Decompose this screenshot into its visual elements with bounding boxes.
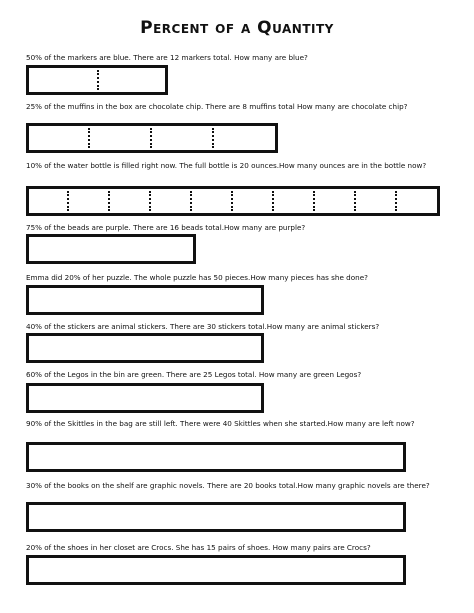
box-divider [231, 191, 233, 211]
worksheet-title: Percent of a Quantity [140, 18, 334, 38]
question-10-text: 20% of the shoes in her closet are Crocs. She has 15 pairs of shoes. How many pairs are Crocs? [26, 543, 371, 552]
box-divider [272, 191, 274, 211]
answer-box-10[interactable] [26, 555, 406, 585]
question-5-text: Emma did 20% of her puzzle. The whole puzzle has 50 pieces.How many pieces has she done? [26, 273, 368, 282]
answer-box-8[interactable] [26, 442, 406, 472]
question-8-text: 90% of the Skittles in the bag are still left. There were 40 Skittles when she started.How many are left now? [26, 419, 415, 428]
box-divider [97, 70, 99, 90]
question-9-text: 30% of the books on the shelf are graphic novels. There are 20 books total.How many graphic novels are there? [26, 481, 430, 490]
answer-box-7[interactable] [26, 383, 264, 413]
answer-box-1[interactable] [26, 65, 168, 95]
question-3-text: 10% of the water bottle is filled right now. The full bottle is 20 ounces.How many ounces are in the bottle now? [26, 161, 427, 170]
question-6-text: 40% of the stickers are animal stickers. There are 30 stickers total.How many are animal stickers? [26, 322, 380, 331]
box-divider [88, 128, 90, 148]
box-divider [212, 128, 214, 148]
box-divider [395, 191, 397, 211]
answer-box-9[interactable] [26, 502, 406, 532]
question-4-text: 75% of the beads are purple. There are 16 beads total.How many are purple? [26, 223, 306, 232]
box-divider [190, 191, 192, 211]
box-divider [149, 191, 151, 211]
answer-box-3[interactable] [26, 186, 440, 216]
box-divider [150, 128, 152, 148]
box-divider [108, 191, 110, 211]
answer-box-6[interactable] [26, 333, 264, 363]
box-divider [67, 191, 69, 211]
question-2-text: 25% of the muffins in the box are chocolate chip. There are 8 muffins total How many are chocolate chip? [26, 102, 408, 111]
box-divider [354, 191, 356, 211]
answer-box-5[interactable] [26, 285, 264, 315]
question-7-text: 60% of the Legos in the bin are green. There are 25 Legos total. How many are green Legos? [26, 370, 362, 379]
box-divider [313, 191, 315, 211]
answer-box-4[interactable] [26, 234, 196, 264]
answer-box-2[interactable] [26, 123, 278, 153]
question-1-text: 50% of the markers are blue. There are 12 markers total. How many are blue? [26, 53, 308, 62]
